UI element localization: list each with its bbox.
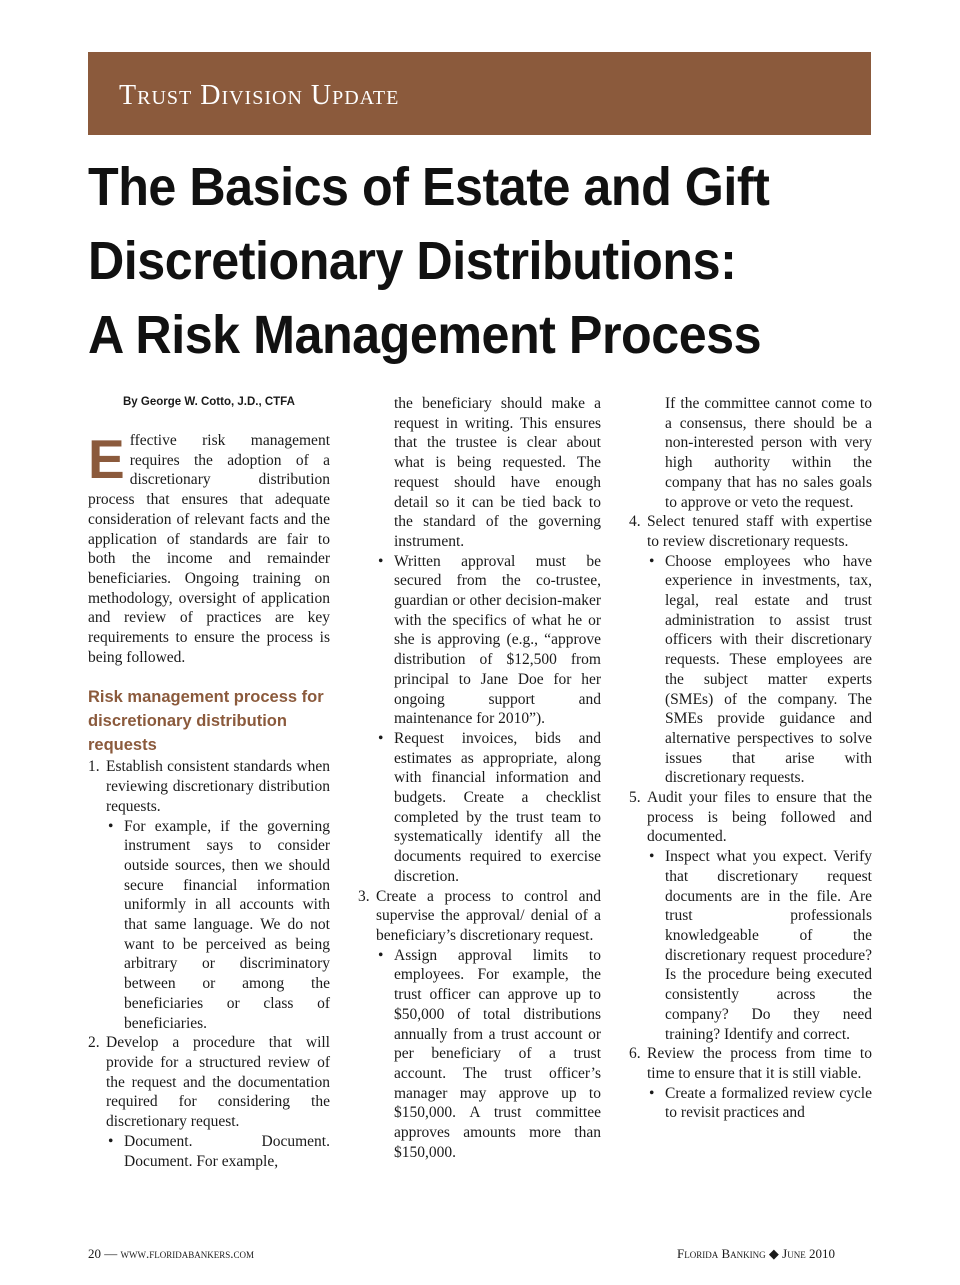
bullet-text: Choose employees who have experience in investments, tax, legal, real estate and trust administration to assist trust officers with their discretionary requests. These employees are the subject matter experts (SMEs) of the company. The SMEs provide guidance and alternative perspectives to solve issues that arise with discretionary requests. xyxy=(665,552,872,787)
intro-text: ffective risk management requires the adoption of a discretionary distribution process that ensures that adequate consideration of relevant facts and the application of standards are fair to both the income and remainder beneficiaries. Ongoing training on methodology, oversight of application and review of practices are key requirements to ensure the process is being followed. xyxy=(88,432,330,666)
bullet-icon: • xyxy=(649,1084,655,1102)
bullet-icon: • xyxy=(108,817,114,835)
step-text: Review the process from time to time to ensure that it is still viable. xyxy=(647,1045,872,1082)
step-item xyxy=(629,788,872,1044)
byline: By George W. Cotto, J.D., CTFA xyxy=(123,396,295,408)
step-item xyxy=(629,1044,872,1123)
bullet-text: Assign approval limits to employees. For example, the trust officer can approve up to $50,000 of total distributions annually from a trust account or per beneficiary of a trust account. The trust officer’s manager may approve up to $150,000. A trust committee approves amounts more than $150,000. xyxy=(394,946,601,1161)
bullet-text: Create a formalized review cycle to revisit practices and xyxy=(665,1084,872,1122)
article-headline xyxy=(88,150,832,372)
footer-url: www.floridabankers.com xyxy=(120,1246,254,1261)
bullet-list xyxy=(106,1132,330,1171)
step-text: Establish consistent standards when reviewing discretionary distribution requests. xyxy=(106,758,330,815)
bullet-item xyxy=(106,1132,330,1171)
diamond-icon: ◆ xyxy=(768,1246,779,1261)
footer-separator: — xyxy=(104,1246,118,1261)
bullet-icon: • xyxy=(649,552,655,570)
step-item xyxy=(88,1033,330,1171)
step-text: Select tenured staff with expertise to review discretionary requests. xyxy=(647,513,872,550)
bullet-item xyxy=(647,552,872,788)
bullet-list xyxy=(647,847,872,1044)
bullet-list xyxy=(376,946,601,1163)
step-item xyxy=(358,887,601,1163)
bullet-item xyxy=(376,552,601,729)
bullet-text: Document. Document. Document. For example, xyxy=(124,1132,330,1170)
column-3 xyxy=(629,394,872,1123)
step-item xyxy=(88,757,330,1033)
bullet-item xyxy=(376,729,601,887)
bullet-text: For example, if the governing instrument says to consider outside sources, then we should secure financial information uniformly in all accounts with that same language. We do not want to be perceived as being arbitrary or discriminatory between or among the beneficiaries or class of beneficiaries. xyxy=(124,817,330,1032)
step-number: 4. xyxy=(629,513,641,531)
bullet-item xyxy=(647,1084,872,1123)
bullet-icon: • xyxy=(378,552,384,570)
publication-name: Florida Banking xyxy=(677,1246,766,1261)
column-2 xyxy=(358,394,601,1162)
page-number: 20 xyxy=(88,1246,101,1261)
section-banner-title: Trust Division Update xyxy=(119,80,400,111)
footer-right xyxy=(677,1246,835,1262)
bullet-list xyxy=(647,552,872,788)
step-text: Develop a procedure that will provide for a structured review of the request and the documentation required for considering the discretionary request. xyxy=(106,1034,330,1131)
step-text: Create a process to control and supervise the approval/ denial of a beneficiary’s discretionary request. xyxy=(376,887,601,944)
step-number: 2. xyxy=(88,1034,100,1052)
intro-paragraph xyxy=(88,428,330,667)
bullet-list xyxy=(106,817,330,1034)
steps-list xyxy=(629,512,872,1123)
step-number: 5. xyxy=(629,789,641,807)
bullet-item xyxy=(376,946,601,1163)
step-number: 1. xyxy=(88,758,100,776)
drop-cap: E xyxy=(88,428,125,490)
section-subhead: Risk management process for discretionary distribution requests xyxy=(88,688,324,755)
section-banner xyxy=(88,52,871,135)
bullet-text: Written approval must be secured from the co-trustee, guardian or other decision-maker with the specifics of what he or she is approving (e.g., “approve distribution of $12,500 from principal to Jane Doe for her ongoing support and maintenance for 2010”). xyxy=(394,552,601,728)
headline-line-3: A Risk Management Process xyxy=(88,305,762,365)
step-text: Audit your files to ensure that the process is being followed and documented. xyxy=(647,789,872,846)
step-item xyxy=(629,512,872,788)
headline-line-2: Discretionary Distributions: xyxy=(88,231,737,291)
bullet-icon: • xyxy=(378,946,384,964)
bullet-icon: • xyxy=(108,1132,114,1150)
step-number: 6. xyxy=(629,1045,641,1063)
steps-list xyxy=(358,887,601,1163)
bullet-continuation: the beneficiary should make a request in writing. This ensures that the trustee is clear about what is being requested. The request should have enough detail so it can be tied back to the standard of the governing instrument. xyxy=(394,395,601,550)
footer-left xyxy=(88,1246,254,1262)
steps-list xyxy=(88,757,330,1171)
bullet-item xyxy=(106,817,330,1034)
column-1 xyxy=(88,394,330,1171)
bullet-text: Inspect what you expect. Verify that discretionary request documents are in the file. Are trust professionals knowledgeable of the discretionary request procedure? Is the procedure being executed consistently across the company? Do they need training? Identify and correct. xyxy=(665,848,872,1043)
bullet-icon: • xyxy=(378,729,384,747)
bullet-icon: • xyxy=(649,848,655,866)
headline-line-1: The Basics of Estate and Gift xyxy=(88,157,770,217)
bullet-text: Request invoices, bids and estimates as appropriate, along with financial information and budgets. Create a checklist completed by the trust team to systematically identify all the documents required to exercise discretion. xyxy=(394,729,601,885)
bullet-list xyxy=(358,552,601,887)
step-number: 3. xyxy=(358,887,370,905)
bullet-item xyxy=(647,847,872,1044)
bullet-continuation: If the committee cannot come to a consensus, there should be a non-interested person with very high authority within the company that has no sales goals to approve or veto the request. xyxy=(665,395,872,511)
bullet-list xyxy=(647,1084,872,1123)
issue-date: June 2010 xyxy=(782,1246,835,1261)
